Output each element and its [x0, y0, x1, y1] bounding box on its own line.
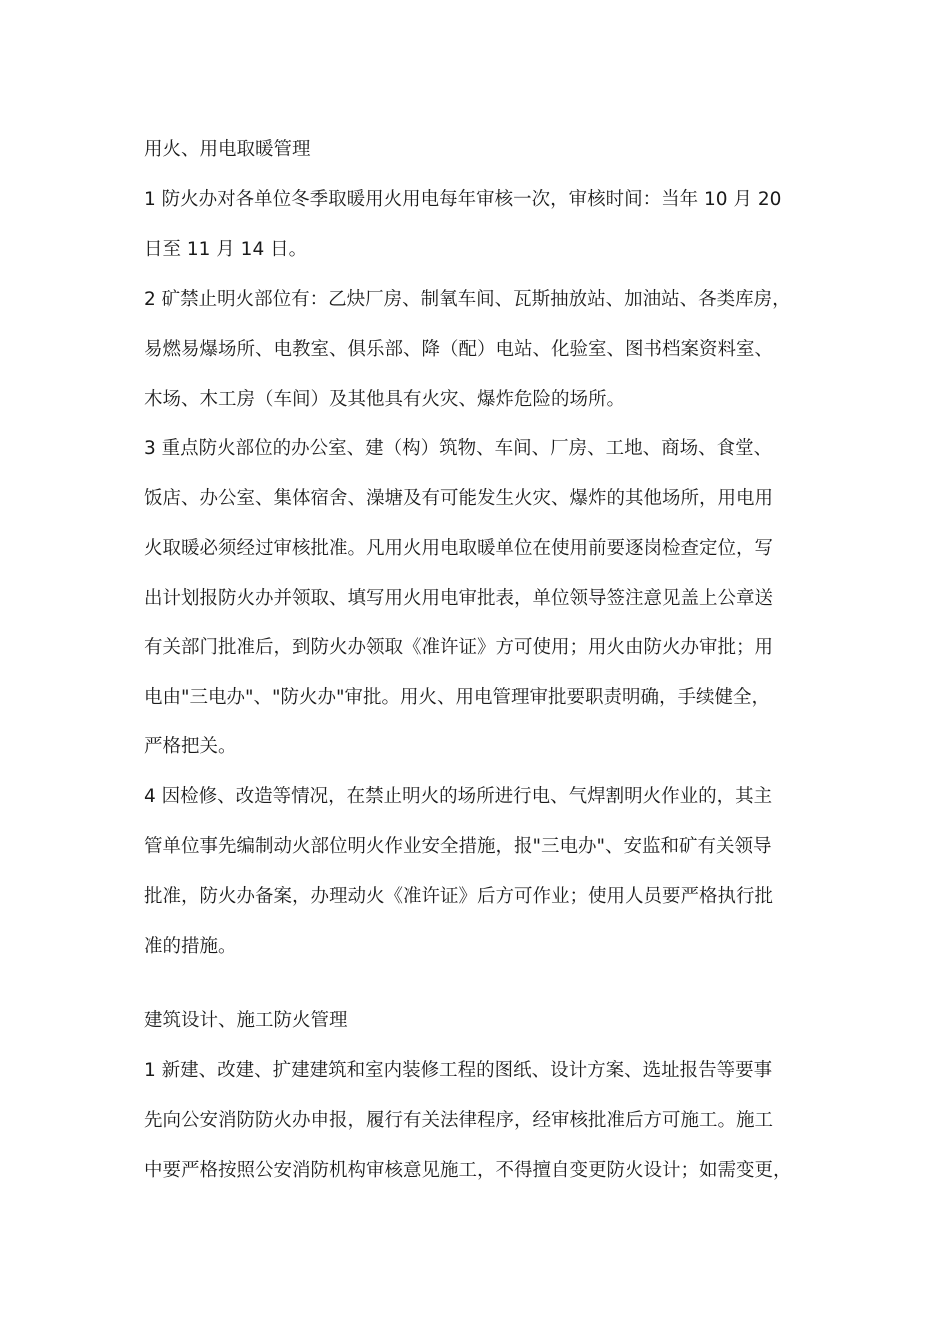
section-heading: 建筑设计、施工防火管理 [144, 1010, 348, 1031]
paragraph-line: 有关部门批准后，到防火办领取《准许证》方可使用；用火由防火办审批；用 [144, 637, 774, 658]
paragraph-line: 4 因检修、改造等情况，在禁止明火的场所进行电、气焊割明火作业的，其主 [144, 786, 773, 807]
paragraph-line: 中要严格按照公安消防机构审核意见施工，不得擅自变更防火设计；如需变更， [144, 1160, 792, 1181]
paragraph-line: 准的措施。 [144, 936, 237, 957]
paragraph-line: 易燃易爆场所、电教室、俱乐部、降（配）电站、化验室、图书档案资料室、 [144, 339, 774, 360]
paragraph-line: 1 防火办对各单位冬季取暖用火用电每年审核一次，审核时间：当年 10 月 20 [144, 189, 782, 210]
paragraph-line: 出计划报防火办并领取、填写用火用电审批表，单位领导签注意见盖上公章送 [144, 588, 774, 609]
paragraph-line: 1 新建、改建、扩建建筑和室内装修工程的图纸、设计方案、选址报告等要事 [144, 1060, 773, 1081]
paragraph-line: 3 重点防火部位的办公室、建（构）筑物、车间、厂房、工地、商场、食堂、 [144, 438, 773, 459]
paragraph-line: 日至 11 月 14 日。 [144, 239, 308, 260]
paragraph-line: 饭店、办公室、集体宿舍、澡塘及有可能发生火灾、爆炸的其他场所，用电用 [144, 488, 774, 509]
paragraph-line: 批准，防火办备案，办理动火《准许证》后方可作业；使用人员要严格执行批 [144, 886, 774, 907]
paragraph-line: 火取暖必须经过审核批准。凡用火用电取暖单位在使用前要逐岗检查定位，写 [144, 538, 774, 559]
paragraph-line: 电由"三电办"、"防火办"审批。用火、用电管理审批要职责明确，手续健全， [144, 687, 771, 708]
section-heading: 用火、用电取暖管理 [144, 139, 311, 160]
paragraph-line: 先向公安消防防火办申报，履行有关法律程序，经审核批准后方可施工。施工 [144, 1110, 774, 1131]
paragraph-line: 木场、木工房（车间）及其他具有火灾、爆炸危险的场所。 [144, 389, 626, 410]
paragraph-line: 严格把关。 [144, 736, 237, 757]
paragraph-line: 管单位事先编制动火部位明火作业安全措施，报"三电办"、安监和矿有关领导 [144, 836, 772, 857]
paragraph-line: 2 矿禁止明火部位有：乙炔厂房、制氧车间、瓦斯抽放站、加油站、各类库房， [144, 289, 791, 310]
